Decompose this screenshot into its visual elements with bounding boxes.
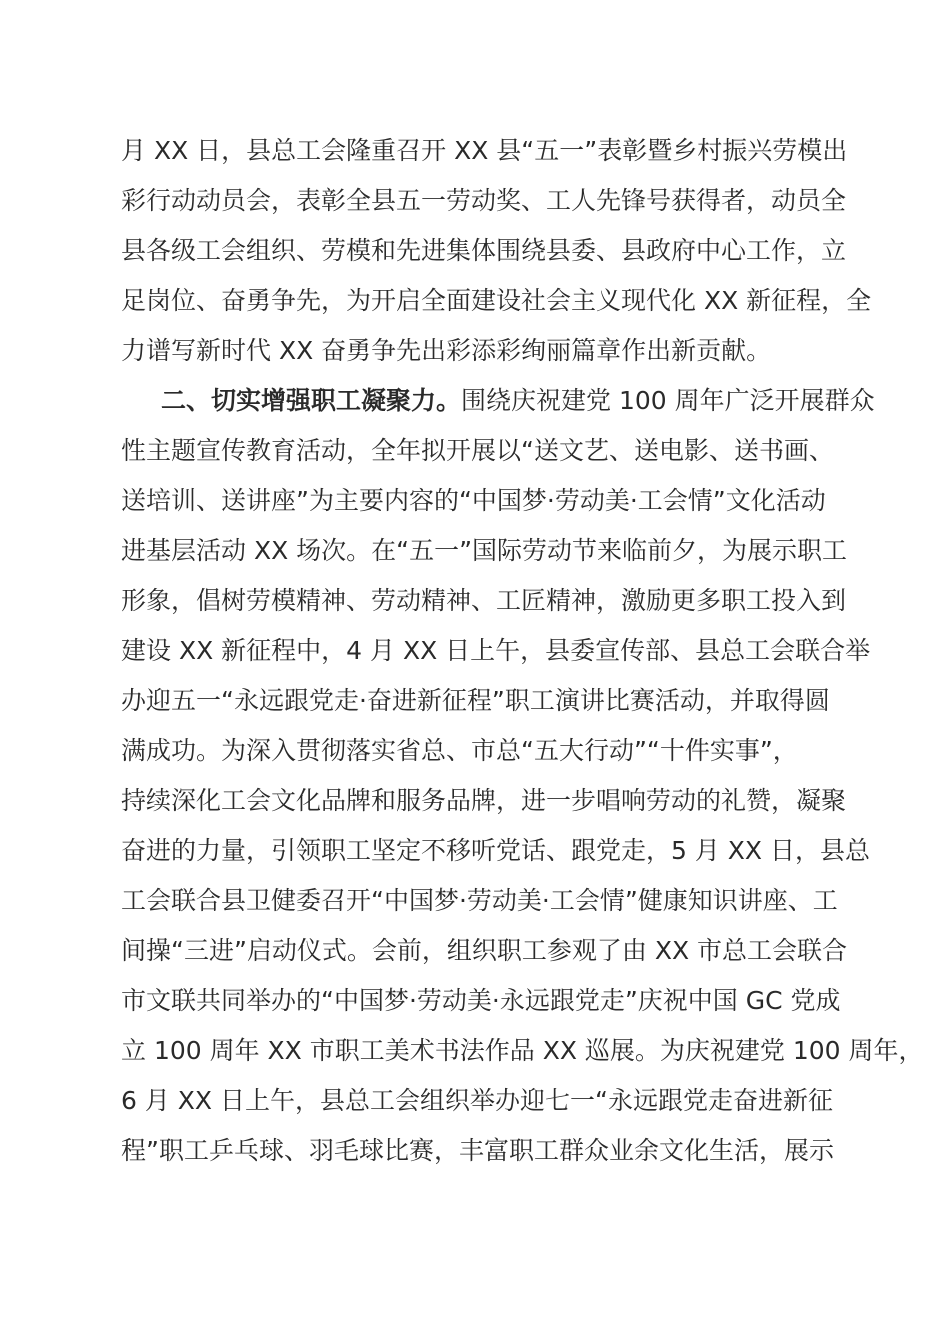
text-line: 力谱写新时代 XX 奋勇争先出彩添彩绚丽篇章作出新贡献。 — [121, 336, 772, 365]
text-line: 进基层活动 XX 场次。在“五一”国际劳动节来临前夕，为展示职工 — [121, 536, 848, 565]
text-line: 办迎五一“永远跟党走·奋进新征程”职工演讲比赛活动，并取得圆 — [121, 686, 830, 715]
text-line: 立 100 周年 XX 市职工美术书法作品 XX 巡展。为庆祝建党 100 周年， — [121, 1036, 924, 1065]
text-line: 形象，倡树劳模精神、劳动精神、工匠精神，激励更多职工投入到 — [121, 586, 847, 615]
section-heading: 二、切实增强职工凝聚力。 — [161, 386, 462, 415]
text-line: 送培训、送讲座”为主要内容的“中国梦·劳动美·工会情”文化活动 — [121, 486, 826, 515]
text-line: 彩行动动员会，表彰全县五一劳动奖、工人先锋号获得者，动员全 — [121, 186, 847, 215]
text-line: 间操“三进”启动仪式。会前，组织职工参观了由 XX 市总工会联合 — [121, 936, 848, 965]
text-line: 6 月 XX 日上午，县总工会组织举办迎七一“永远跟党走奋进新征 — [121, 1086, 833, 1115]
text-line: 县各级工会组织、劳模和先进集体围绕县委、县政府中心工作，立 — [121, 236, 847, 265]
paragraph-2 — [121, 376, 924, 1176]
text-line-rest: 围绕庆祝建党 100 周年广泛开展群众 — [461, 386, 875, 415]
document-body — [121, 126, 924, 1176]
text-line: 市文联共同举办的“中国梦·劳动美·永远跟党走”庆祝中国 GC 党成 — [121, 986, 841, 1015]
paragraph-1 — [121, 126, 872, 376]
text-line: 程”职工乒乓球、羽毛球比赛，丰富职工群众业余文化生活，展示 — [121, 1136, 834, 1165]
paragraph-2-first-line — [121, 376, 875, 426]
text-line: 足岗位、奋勇争先，为开启全面建设社会主义现代化 XX 新征程，全 — [121, 286, 872, 315]
text-line: 工会联合县卫健委召开“中国梦·劳动美·工会情”健康知识讲座、工 — [121, 886, 838, 915]
text-line: 性主题宣传教育活动，全年拟开展以“送文艺、送电影、送书画、 — [121, 436, 834, 465]
text-line: 月 XX 日，县总工会隆重召开 XX 县“五一”表彰暨乡村振兴劳模出 — [121, 136, 848, 165]
text-line: 持续深化工会文化品牌和服务品牌，进一步唱响劳动的礼赞，凝聚 — [121, 786, 847, 815]
text-line: 建设 XX 新征程中，4 月 XX 日上午，县委宣传部、县总工会联合举 — [121, 636, 871, 665]
text-line: 满成功。为深入贯彻落实省总、市总“五大行动”“十件实事”， — [121, 736, 798, 765]
text-line: 奋进的力量，引领职工坚定不移听党话、跟党走，5 月 XX 日，县总 — [121, 836, 871, 865]
